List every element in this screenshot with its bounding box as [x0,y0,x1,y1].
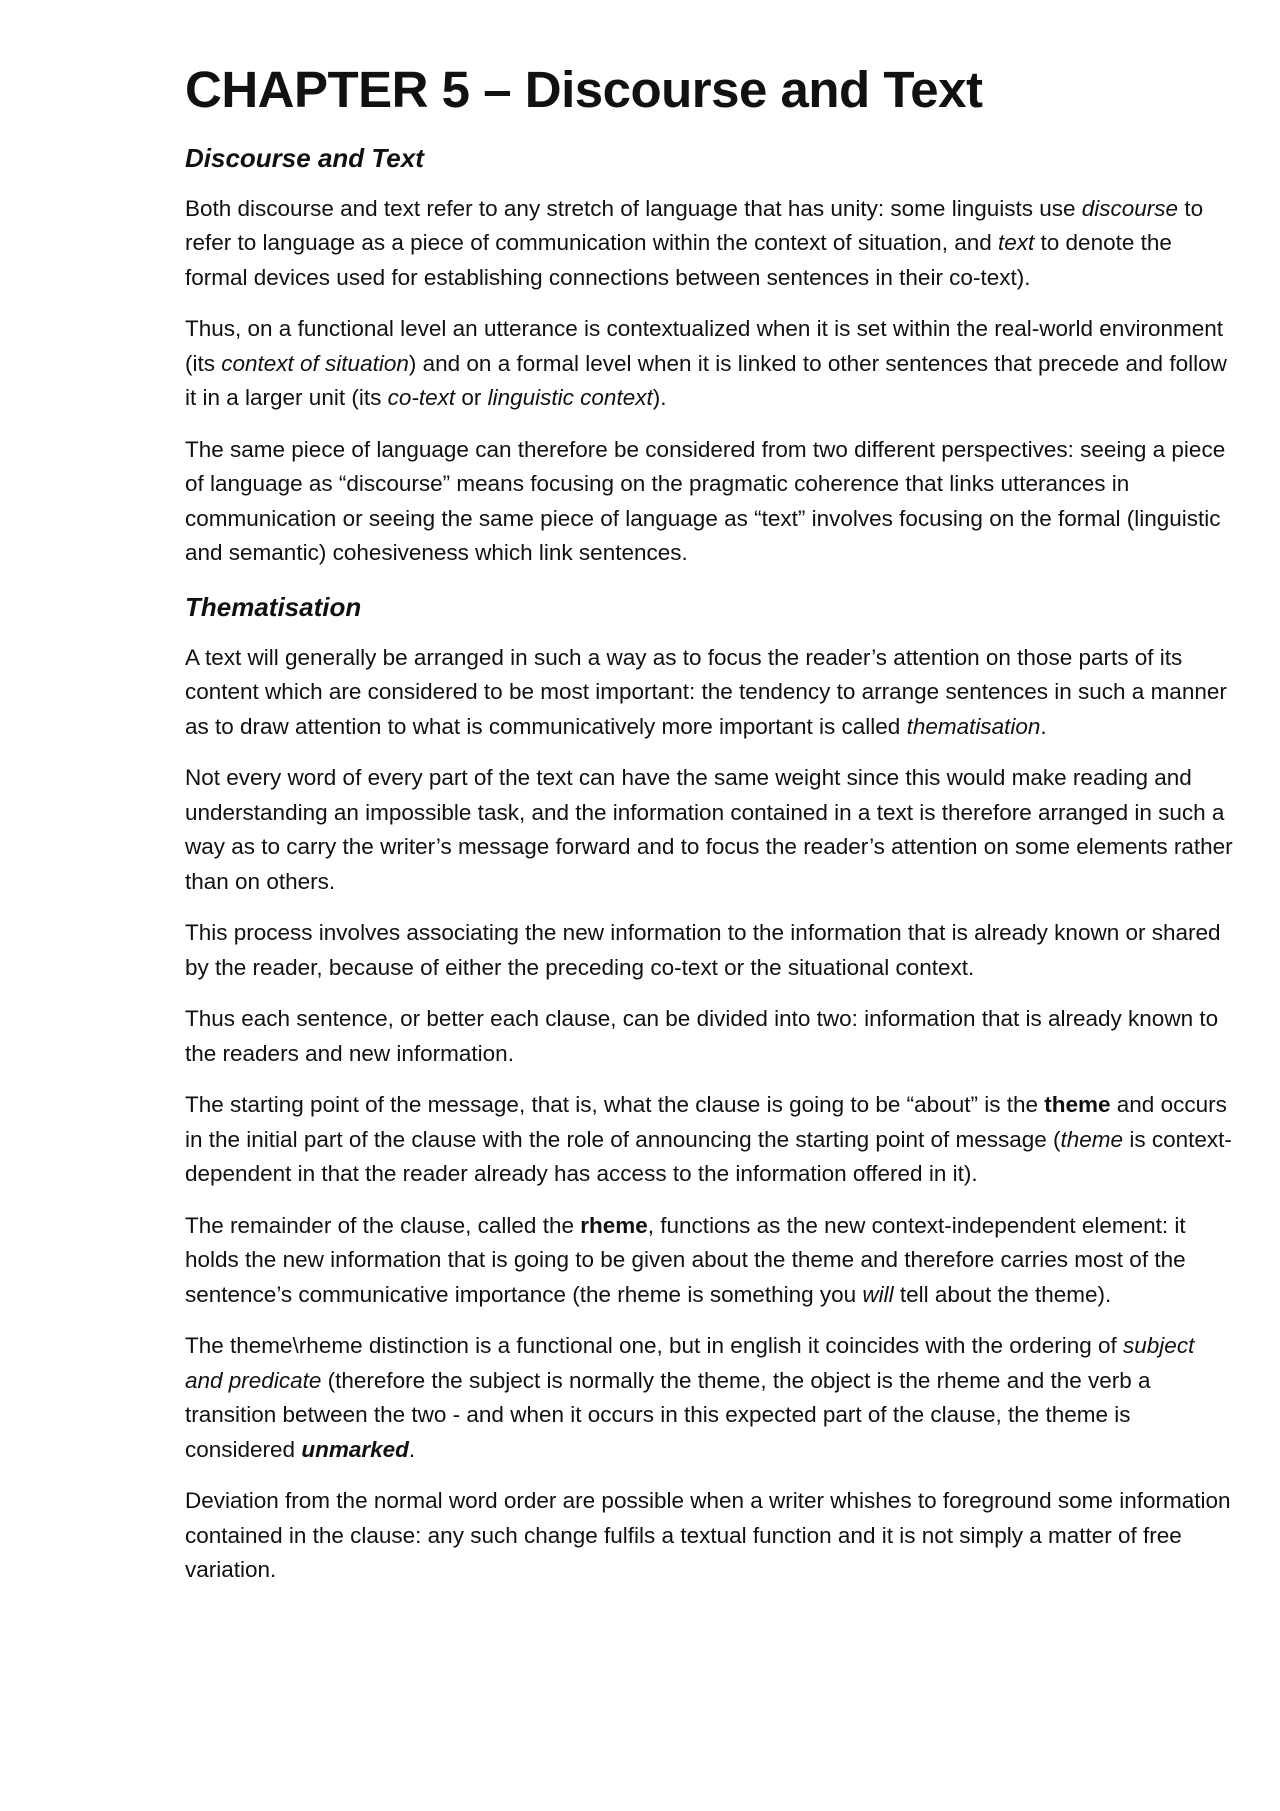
text-run: A text will generally be arranged in such a way as to focus the reader’s attention on those parts of its content which are considered to be most important: the tendency to arrange sentences in such a manner as to draw attention to what is communicatively more important is called [185,644,1227,739]
text-run: tell about the theme). [893,1281,1112,1307]
text-run: Thus each sentence, or better each clause, can be divided into two: information that is already known to the readers and new information. [185,1006,1219,1066]
paragraph [185,433,1235,571]
paragraph [185,1088,1235,1192]
paragraph [185,1002,1235,1071]
text-run: to refer to language as a piece of communication within the context of situation, and [185,195,1204,256]
emphasis-text: co-text [387,385,456,411]
text-run: The remainder of the clause, called the [185,1212,581,1238]
text-run: (therefore the subject is normally the theme, the object is the rheme and the verb a transition between the two - and when it occurs in this expected part of the clause, the theme is considered [185,1367,1151,1462]
text-run: Deviation from the normal word order are possible when a writer whishes to foreground some information contained in the clause: any such change fulfils a textual function and it is not simply a matter of free variation. [185,1488,1231,1583]
emphasis-text: theme [1044,1092,1111,1118]
text-run: The same piece of language can therefore be considered from two different perspectives: seeing a piece of language as “discourse” means focusing on the pragmatic coherence that links utterances in communication or seeing the same piece of language as “text” involves focusing on the formal (linguistic and semantic) cohesiveness which link sentences. [185,436,1226,566]
text-run: is context-dependent in that the reader already has access to the information offered in it). [185,1126,1232,1187]
section-heading-discourse-and-text: Discourse and Text [185,143,424,174]
text-run: Both discourse and text refer to any stretch of language that has unity: some linguists use [185,195,1082,221]
text-run: This process involves associating the new information to the information that is already known or shared by the reader, because of either the preceding co-text or the situational context. [185,920,1221,980]
text-run: ). [652,385,667,411]
section-heading-thematisation: Thematisation [185,591,362,622]
paragraph [185,1209,1235,1313]
text-run: Thus, on a functional level an utterance is contextualized when it is set within the real-world environment (its [185,316,1224,376]
paragraph [185,761,1235,899]
paragraph [185,1329,1235,1467]
emphasis-text: theme [1060,1126,1124,1152]
emphasis-text: discourse [1081,195,1179,221]
emphasis-text: thematisation [906,713,1041,739]
paragraph [185,312,1235,416]
text-run: . [1040,713,1047,739]
text-run: and occurs in the initial part of the clause with the role of announcing the starting point of message ( [185,1092,1227,1152]
text-run: . [408,1436,416,1462]
text-run: The starting point of the message, that is, what the clause is going to be “about” is the [185,1092,1045,1118]
emphasis-text: unmarked [301,1436,409,1462]
text-run: , functions as the new context-independent element: it holds the new information that is going to be given about the theme and therefore carries most of the sentence’s communicative importance (the rheme is something you [185,1212,1186,1307]
text-run: The theme\rheme distinction is a functional one, but in english it coincides with the ordering of [185,1333,1124,1359]
text-run: ) and on a formal level when it is linked to other sentences that precede and follow it in a larger unit (its [185,350,1227,411]
emphasis-text: text [998,230,1035,256]
paragraph [185,1484,1235,1588]
text-run: to denote the formal devices used for establishing connections between sentences in their co-text). [185,230,1172,290]
text-run: Not every word of every part of the text can have the same weight since this would make reading and understanding an impossible task, and the information contained in a text is therefore arranged in such a way as to carry the writer’s message forward and to focus the reader’s attention on some elements rather than on others. [185,765,1233,894]
paragraph [185,192,1235,296]
document-page [185,60,1235,1605]
emphasis-text: will [862,1281,894,1307]
emphasis-text: subject and predicate [185,1333,1195,1393]
paragraph [185,916,1235,985]
chapter-title: CHAPTER 5 – Discourse and Text [185,61,983,118]
emphasis-text: linguistic context [487,385,653,411]
emphasis-text: rheme [580,1212,648,1238]
paragraph [185,641,1235,745]
emphasis-text: context of situation [221,350,409,376]
text-run: or [455,385,488,411]
